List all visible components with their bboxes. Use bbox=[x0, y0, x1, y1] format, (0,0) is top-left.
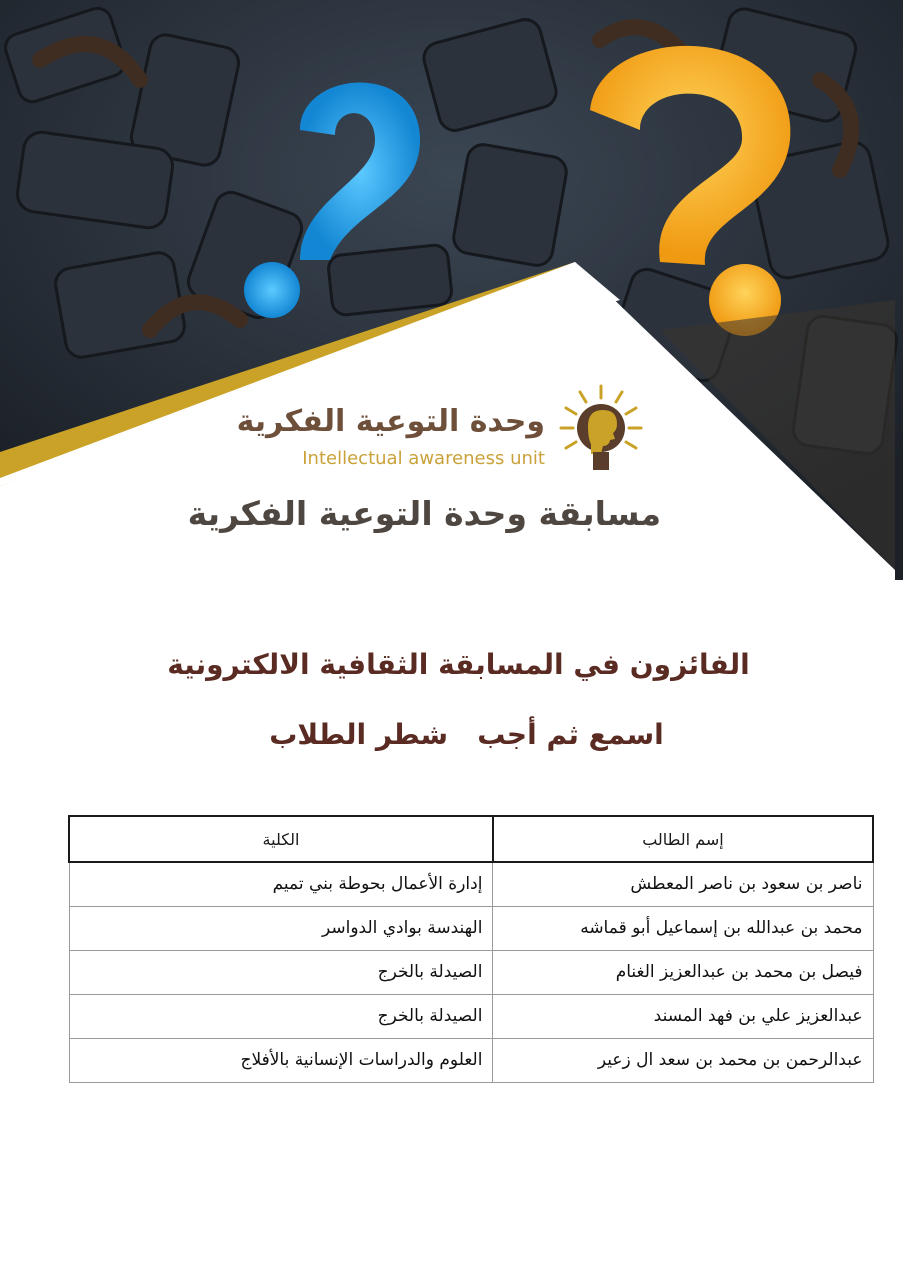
logo-english-name: Intellectual awareness unit bbox=[302, 448, 545, 469]
table-row bbox=[69, 994, 873, 1038]
table-header-row bbox=[69, 816, 873, 862]
college-cell: الهندسة بوادي الدواسر bbox=[69, 906, 493, 950]
table-row bbox=[69, 862, 873, 906]
table-row bbox=[69, 906, 873, 950]
student-name-cell: ناصر بن سعود بن ناصر المعطش bbox=[493, 862, 873, 906]
table-row bbox=[69, 1038, 873, 1082]
college-cell: الصيدلة بالخرج bbox=[69, 950, 493, 994]
student-name-cell: عبدالعزيز علي بن فهد المسند bbox=[493, 994, 873, 1038]
competition-subheading: اسمع ثم أجب شطر الطلاب bbox=[269, 718, 664, 751]
college-cell: إدارة الأعمال بحوطة بني تميم bbox=[69, 862, 493, 906]
table-row bbox=[69, 950, 873, 994]
college-header: الكلية bbox=[69, 816, 493, 862]
logo-arabic-name: وحدة التوعية الفكرية bbox=[236, 404, 545, 439]
student-name-cell: عبدالرحمن بن محمد بن سعد ال زعير bbox=[493, 1038, 873, 1082]
header-banner bbox=[0, 0, 903, 580]
unit-logo bbox=[236, 382, 650, 482]
student-name-cell: فيصل بن محمد بن عبدالعزيز الغنام bbox=[493, 950, 873, 994]
winners-table bbox=[68, 815, 874, 1083]
winners-heading: الفائزون في المسابقة الثقافية الالكترونية bbox=[167, 648, 750, 681]
student-name-header: إسم الطالب bbox=[493, 816, 873, 862]
competition-title: مسابقة وحدة التوعية الفكرية bbox=[187, 494, 661, 533]
student-name-cell: محمد بن عبدالله بن إسماعيل أبو قماشه bbox=[493, 906, 873, 950]
college-cell: العلوم والدراسات الإنسانية بالأفلاج bbox=[69, 1038, 493, 1082]
college-cell: الصيدلة بالخرج bbox=[69, 994, 493, 1038]
head-with-sunrays-icon bbox=[558, 382, 644, 478]
